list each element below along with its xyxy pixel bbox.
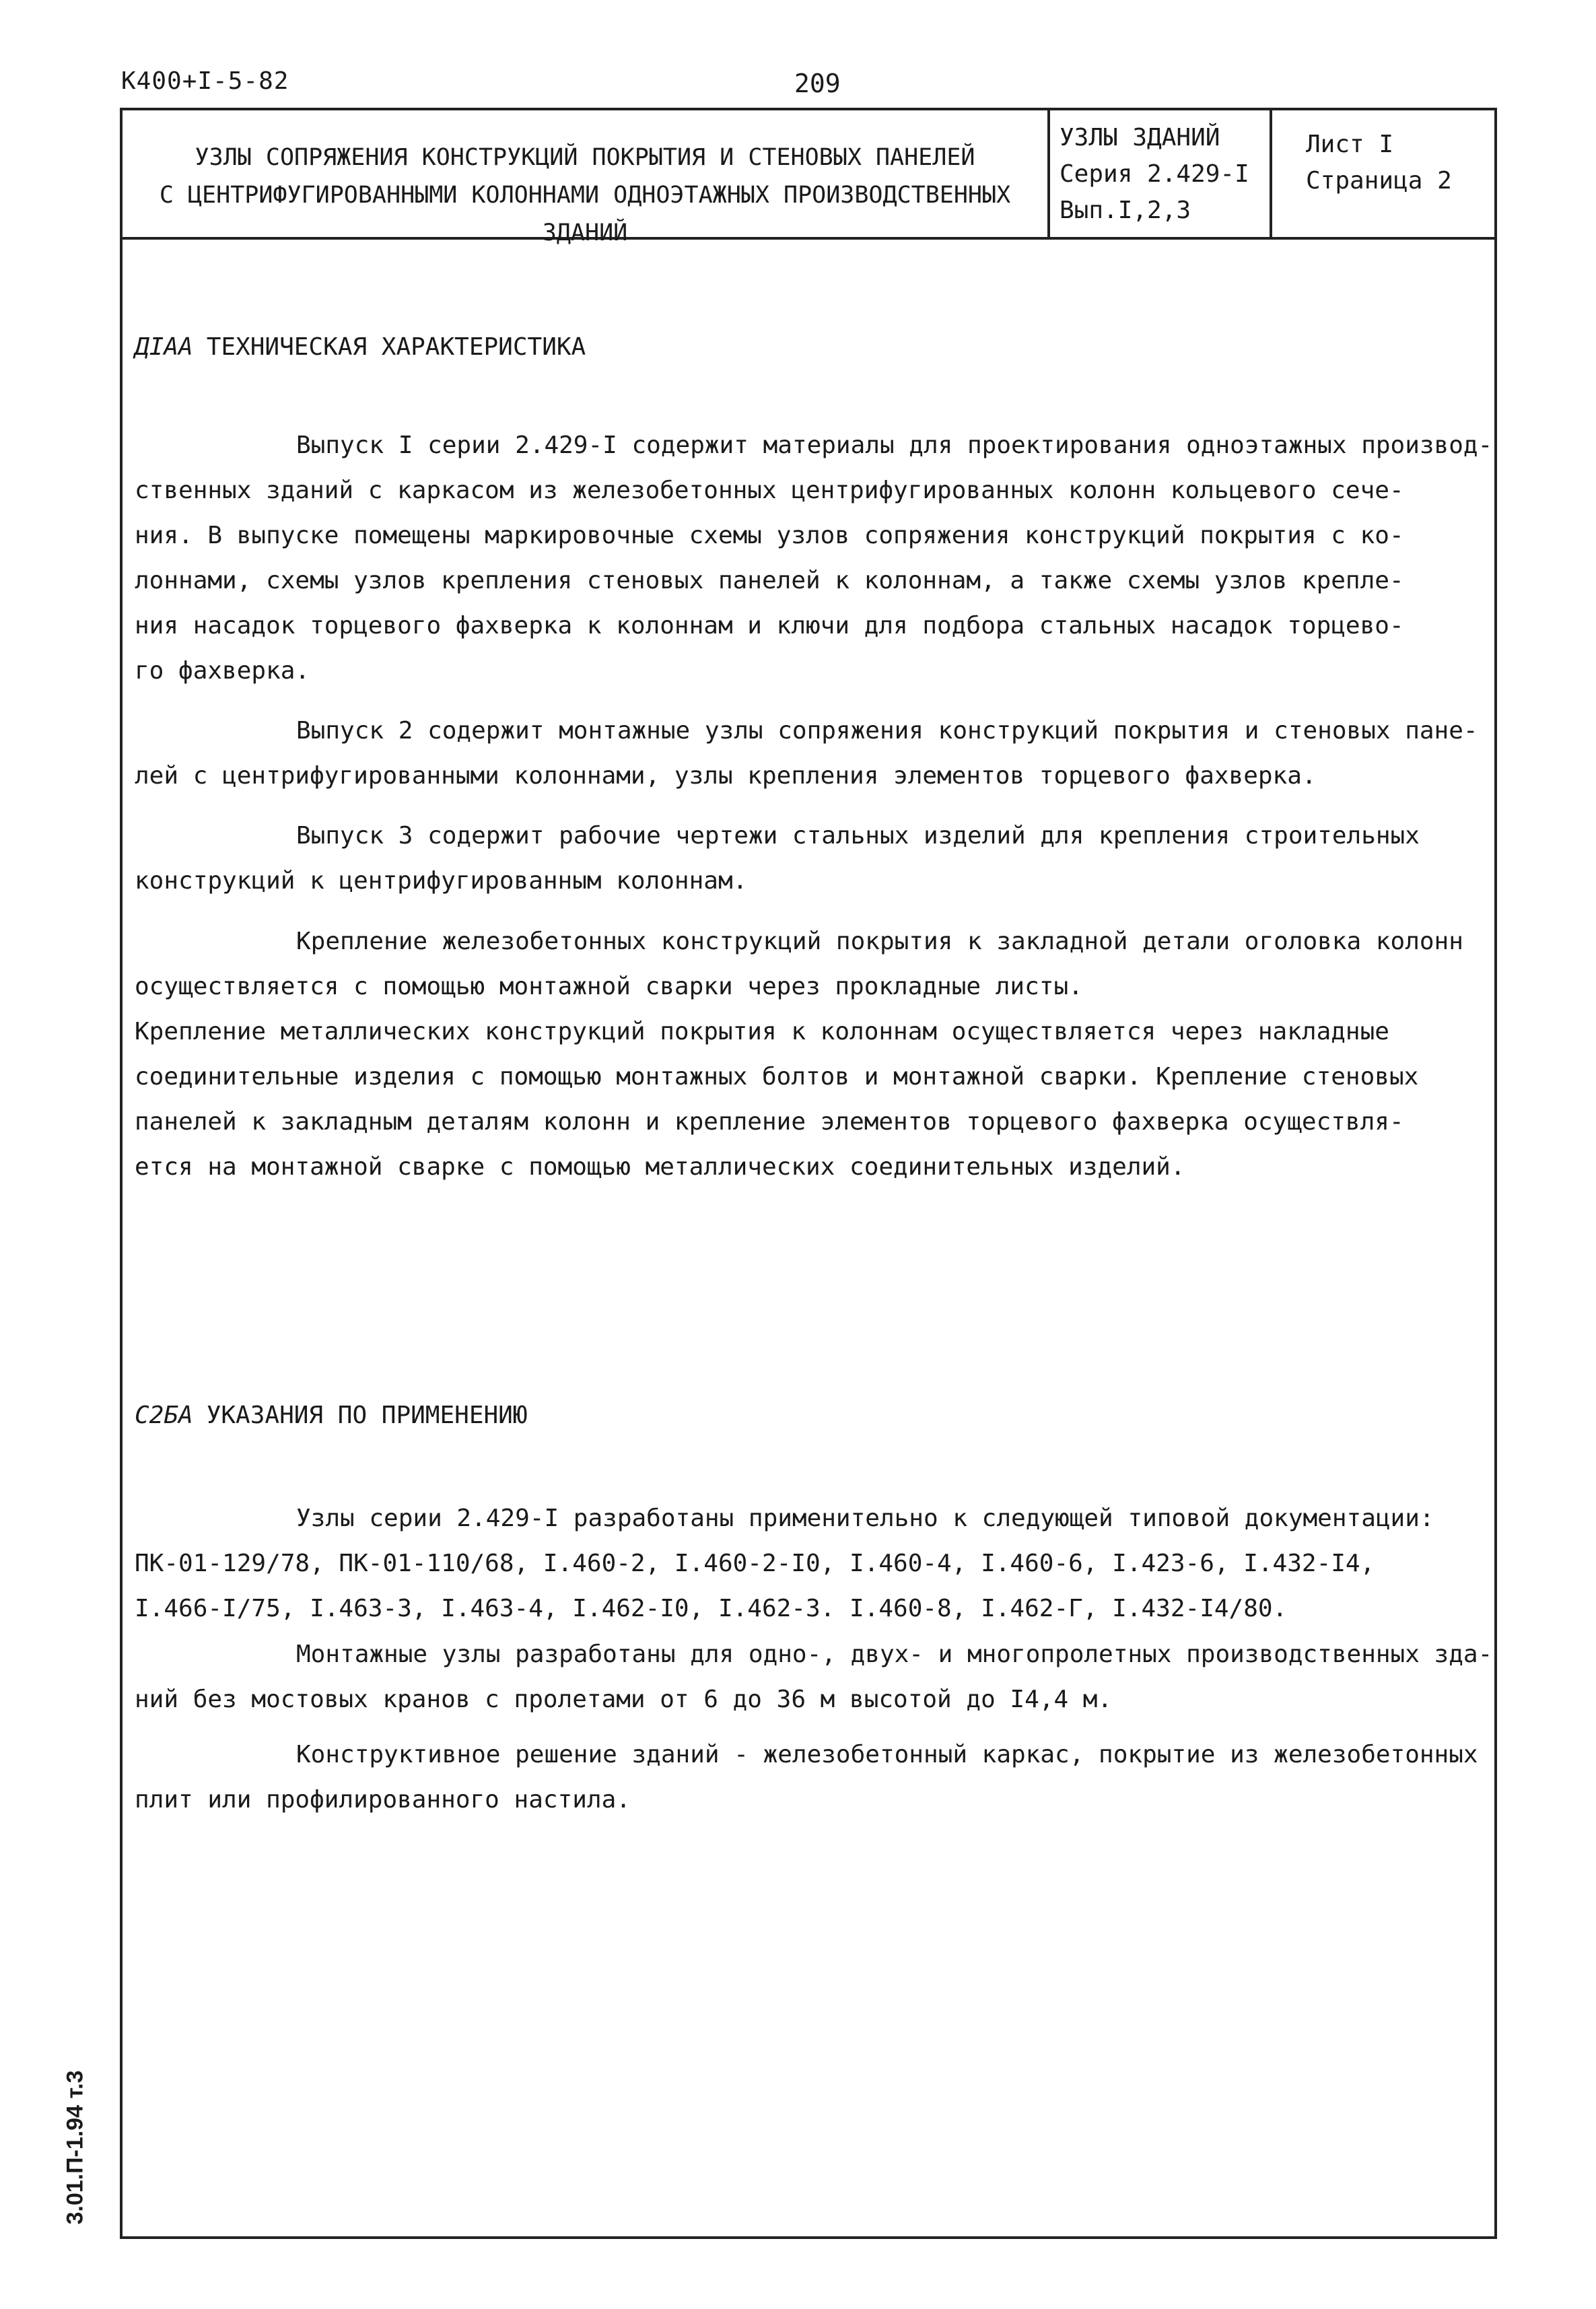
text-line: лей с центрифугированными колоннами, узлы крепления элементов торцевого фахверка. [135,762,1317,790]
paragraph [135,423,1492,693]
stamp-text: 3.01.П-1.94 т.3 [62,2070,88,2225]
text-line: панелей к закладным деталям колонн и крепление элементов торцевого фахверка осуществля- [135,1108,1404,1136]
section-code: С2БА [135,1402,193,1429]
text-line: Узлы серии 2.429-I разработаны применительно к следующей типовой документации: [296,1505,1434,1532]
text-line: ственных зданий с каркасом из железобетонных центрифугированных колонн кольцевого сече- [135,477,1404,504]
sheet-info [1272,110,1494,237]
paragraph [135,813,1420,903]
text-line: I.466-I/75, I.463-3, I.463-4, I.462-I0, I.462-3. I.460-8, I.462-Г, I.432-I4/80. [135,1595,1288,1622]
series-info [1050,110,1272,237]
paragraph [135,1632,1492,1722]
document-title [123,110,1050,246]
paragraph [135,1496,1434,1631]
text-line: лоннами, схемы узлов крепления стеновых панелей к колоннам, а также схемы узлов крепле- [135,567,1404,594]
document-code: К400+I-5-82 [121,67,289,95]
text-line: Выпуск 3 содержит рабочие чертежи стальных изделий для крепления строительных [296,822,1420,850]
sheet-line: Страница 2 [1306,167,1452,195]
paragraph [135,1732,1478,1822]
text-line: Крепление металлических конструкций покрытия к колоннам осуществляется через накладные [135,1018,1389,1045]
text-line: Выпуск I серии 2.429-I содержит материалы для проектирования одноэтажных производ- [296,432,1493,459]
title-line: С ЦЕНТРИФУГИРОВАННЫМИ КОЛОННАМИ ОДНОЭТАЖНЫХ ПРОИЗВОДСТВЕННЫХ [159,182,1011,209]
text-line: осуществляется с помощью монтажной сварки через прокладные листы. [135,973,1083,1000]
text-line: ний без мостовых кранов с пролетами от 6 до 36 м высотой до I4,4 м. [135,1686,1113,1713]
text-line: Крепление железобетонных конструкций покрытия к закладной детали оголовка колонн [296,928,1463,955]
paragraph [135,708,1478,798]
text-line: Конструктивное решение зданий - железобетонный каркас, покрытие из железобетонных [296,1741,1478,1768]
section-heading-technical [135,333,586,361]
series-line: Серия 2.429-I [1060,160,1249,188]
text-line: плит или профилированного настила. [135,1786,631,1814]
text-line: конструкций к центрифугированным колоннам. [135,867,748,895]
section-title: УКАЗАНИЯ ПО ПРИМЕНЕНИЮ [206,1402,528,1429]
text-line: Выпуск 2 содержит монтажные узлы сопряжения конструкций покрытия и стеновых пане- [296,717,1478,745]
text-line: ния насадок торцевого фахверка к колоннам и ключи для подбора стальных насадок торцево- [135,612,1404,640]
side-stamp [55,2060,96,2235]
text-line: ПК-01-129/78, ПК-01-110/68, I.460-2, I.460-2-I0, I.460-4, I.460-6, I.423-6, I.432-I4, [135,1550,1375,1577]
text-line: го фахверка. [135,657,310,685]
section-code: ДIАА [135,333,193,361]
paragraph [135,919,1463,1190]
title-line: УЗЛЫ СОПРЯЖЕНИЯ КОНСТРУКЦИЙ ПОКРЫТИЯ И СТЕНОВЫХ ПАНЕЛЕЙ [195,144,975,171]
section-heading-usage [135,1402,528,1429]
section-title: ТЕХНИЧЕСКАЯ ХАРАКТЕРИСТИКА [206,333,586,361]
series-line: УЗЛЫ ЗДАНИЙ [1060,124,1220,151]
text-line: ется на монтажной сварке с помощью металлических соединительных изделий. [135,1153,1185,1181]
title-line: ЗДАНИЙ [542,219,628,246]
text-line: соединительные изделия с помощью монтажных болтов и монтажной сварки. Крепление стеновых [135,1063,1419,1091]
page-number: 209 [794,69,841,98]
sheet-line: Лист I [1306,131,1394,158]
series-line: Вып.I,2,3 [1060,197,1191,224]
text-line: Монтажные узлы разработаны для одно-, двух- и многопролетных производственных зда- [296,1641,1493,1668]
text-line: ния. В выпуске помещены маркировочные схемы узлов сопряжения конструкций покрытия с ко- [135,522,1404,549]
